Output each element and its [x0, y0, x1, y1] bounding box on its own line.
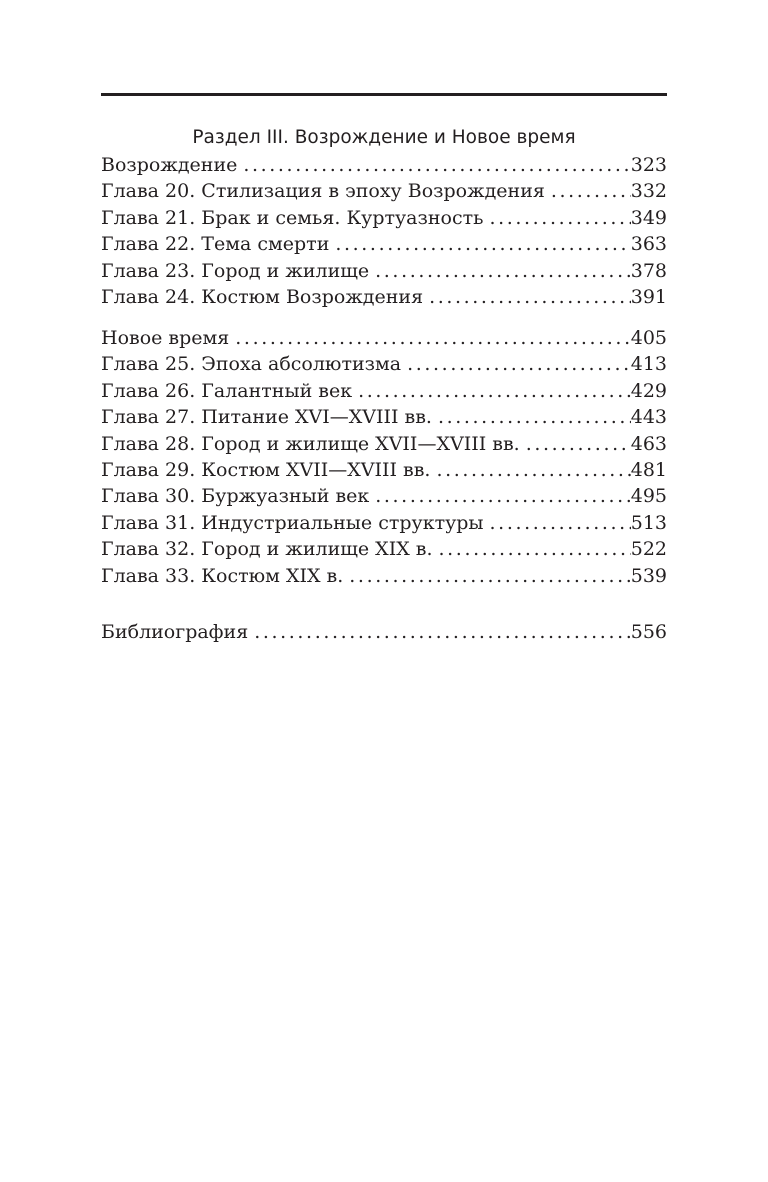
toc-entry-title: Возрождение: [101, 154, 238, 176]
toc-entry-title: Глава 33. Костюм XIX в.: [101, 564, 344, 587]
section-title: Раздел III. Возрождение и Новое время: [192, 127, 576, 148]
toc-entry[interactable]: [101, 619, 667, 645]
toc-entry-page-number: 539: [630, 564, 667, 587]
dot-leader: [248, 619, 631, 645]
toc-group-modern: [101, 325, 667, 589]
dot-leader: [343, 563, 630, 589]
toc-entry[interactable]: [101, 351, 667, 377]
toc-entry[interactable]: [101, 536, 667, 562]
toc-entry-page-number: 378: [630, 259, 667, 282]
toc-entry[interactable]: [101, 404, 667, 430]
dot-leader: [229, 325, 630, 351]
toc-entry[interactable]: [101, 431, 667, 457]
toc-entry-title: Новое время: [101, 327, 230, 349]
toc-entry[interactable]: [101, 563, 667, 589]
toc-entry-title: Глава 23. Город и жилище: [101, 259, 370, 282]
toc-entry-page-number: 349: [630, 206, 667, 229]
dot-leader: [352, 378, 631, 404]
toc-group-renaissance: [101, 152, 667, 310]
toc-entry-page-number: 556: [630, 621, 667, 643]
dot-leader: [423, 284, 631, 310]
toc-entry-page-number: 481: [630, 458, 667, 481]
dot-leader: [237, 152, 630, 178]
toc-entry-title: Глава 21. Брак и семья. Куртуазность: [101, 206, 484, 229]
toc-entry[interactable]: [101, 483, 667, 509]
toc-entry[interactable]: [101, 378, 667, 404]
toc-entry-title: Глава 24. Костюм Возрождения: [101, 285, 424, 308]
toc-entry-page-number: 391: [630, 285, 667, 308]
dot-leader: [430, 457, 630, 483]
toc-entry-page-number: 323: [630, 154, 667, 176]
toc-entry[interactable]: [101, 205, 667, 231]
toc-entry-page-number: 332: [630, 180, 667, 203]
dot-leader: [484, 510, 631, 536]
toc-entry-title: Библиография: [101, 621, 249, 643]
dot-leader: [329, 231, 630, 257]
toc-entry-page-number: 405: [630, 327, 667, 349]
toc-entry-page-number: 522: [630, 538, 667, 561]
dot-leader: [432, 404, 631, 430]
dot-leader: [401, 351, 631, 377]
toc-entry[interactable]: [101, 457, 667, 483]
toc-entry-title: Глава 22. Тема смерти: [101, 233, 330, 256]
toc-entry-page-number: 495: [630, 485, 667, 508]
toc-entry-title: Глава 25. Эпоха абсолютизма: [101, 353, 402, 376]
dot-leader: [545, 178, 631, 204]
toc-entry[interactable]: [101, 178, 667, 204]
toc-entry[interactable]: [101, 510, 667, 536]
toc-group-back-matter: [101, 619, 667, 645]
dot-leader: [369, 483, 630, 509]
toc-entry-page-number: 413: [630, 353, 667, 376]
toc-entry-title: Глава 20. Стилизация в эпоху Возрождения: [101, 180, 545, 203]
toc-entry[interactable]: [101, 258, 667, 284]
dot-leader: [483, 205, 630, 231]
toc-entry-page-number: 513: [630, 511, 667, 534]
toc-entry-title: Глава 28. Город и жилище XVII—XVIII вв.: [101, 432, 520, 455]
toc-entry-title: Глава 29. Костюм XVII—XVIII вв.: [101, 458, 431, 481]
toc-entry-page-number: 429: [630, 379, 667, 402]
dot-leader: [369, 258, 631, 284]
toc-entry-title: Глава 27. Питание XVI—XVIII вв.: [101, 406, 432, 429]
toc-entry-title: Глава 30. Буржуазный век: [101, 485, 370, 508]
toc-entry-title: Глава 32. Город и жилище XIX в.: [101, 538, 433, 561]
dot-leader: [520, 431, 631, 457]
dot-leader: [433, 536, 631, 562]
header-rule: [101, 93, 667, 96]
toc-entry-page-number: 463: [630, 432, 667, 455]
toc-entry[interactable]: [101, 231, 667, 257]
toc-entry[interactable]: [101, 284, 667, 310]
toc-entry[interactable]: [101, 325, 667, 351]
toc-entry-title: Глава 26. Галантный век: [101, 379, 353, 402]
toc-entry-page-number: 363: [630, 233, 667, 256]
toc-entry-page-number: 443: [630, 406, 667, 429]
toc-entry-title: Глава 31. Индустриальные структуры: [101, 511, 484, 534]
toc-entry[interactable]: [101, 152, 667, 178]
